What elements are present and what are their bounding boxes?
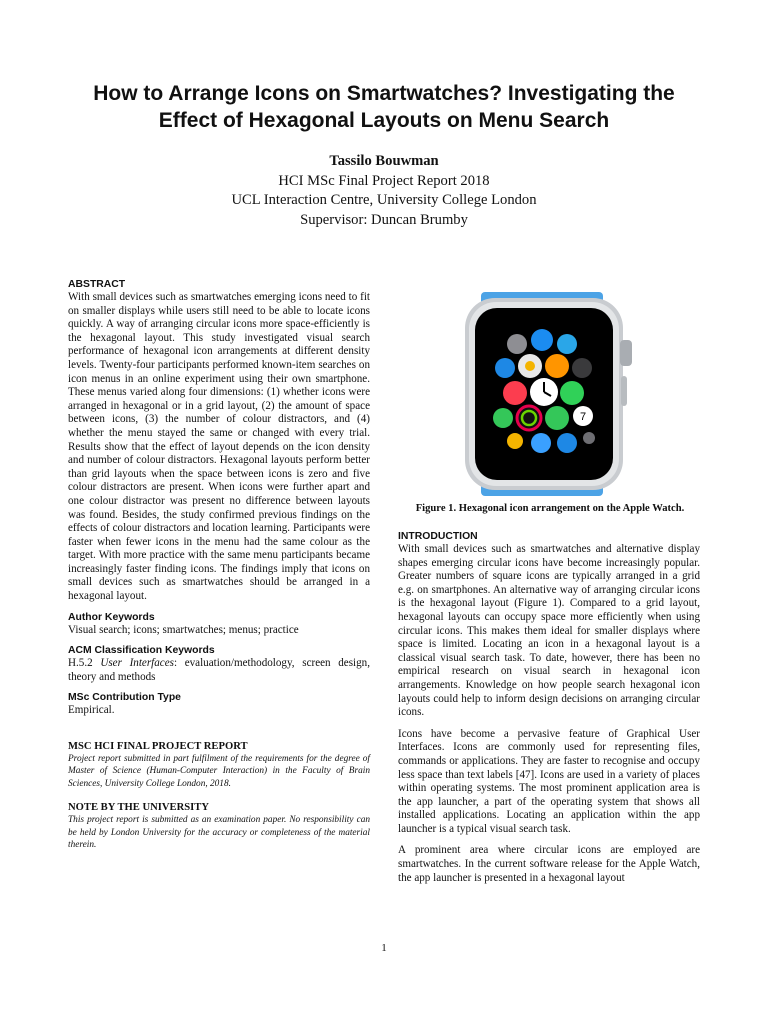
page-number: 1 [381,942,387,954]
contribution-heading: MSc Contribution Type [68,692,181,704]
affiliation-line: HCI MSc Final Project Report 2018 [278,172,490,189]
left-column [68,278,370,851]
abstract-text: With small devices such as smartwatches emerging icons need to fit on smaller displays while users still need to be able to locate icons quickly. A way of arranging circular icons more space-efficiently is the hexagonal layout. This study investigated visual search performance of hexagonal icon arrangements at different density levels. Twenty-four participants performed known-item searches on icon menus in an online experiment using their own smartphone. These menus varied along four dimensions: (1) whether icons were arranged in hexagonal or in a grid layout, (2) the amount of space between icons, (3) the number of colour distractors, and (4) whether the menu stayed the same or changed with every trial. Results show that the effect of layout depends on the icon density and number of colour distractors. Hexagonal layouts perform better than grid layouts when the space between icons is zero and five colour distractors are present. When icons were further apart and one colour distractor was present no difference between layouts was found. Besides, the study confirmed previous findings on the effects of colour distractors and location learning. Participants were faster when fewer icons in the menu had the same colour as the target. With more practice with the same menu participants became increasingly faster finding icons. The findings imply that icons on small devices such as smartwatches should be arranged in a hexagonal layout. [68,291,370,603]
title-line-1: How to Arrange Icons on Smartwatches? Investigating the [93,82,675,105]
music-icon [503,381,527,405]
shazam-icon [531,329,553,351]
skype-icon [495,358,515,378]
apple-watch-illustration [465,292,635,496]
report-note-heading: MSC HCI FINAL PROJECT REPORT [68,741,248,753]
settings-icon [507,334,527,354]
affiliation-line: UCL Interaction Centre, University College London [231,192,537,208]
acm-heading: ACM Classification Keywords [68,645,215,657]
weather-icon [557,334,577,354]
mail-icon [557,433,577,453]
introduction-heading: INTRODUCTION [398,531,478,542]
side-button [621,376,627,406]
messages-icon [493,408,513,428]
report-note-text: Project report submitted in part fulfilment of the requirements for the degree of Master of Science (Human-Computer Interaction) in the Faculty of Brain Sciences, University College London, 2018. [68,754,370,789]
apple-watch-figure [465,292,635,501]
affiliation-line: Supervisor: Duncan Brumby [300,211,468,228]
play-icon [583,432,595,444]
activity-figure-icon [560,381,584,405]
acm-text: H.5.2 User Interfaces: evaluation/methodology, screen design, theory and methods [68,657,370,683]
contribution-text: Empirical. [68,704,115,717]
phone-icon [545,406,569,430]
introduction-paragraph-1: With small devices such as smartwatches and alternative display shapes emerging circular icons have become increasingly popular. Greater numbers of square icons are typically arranged in a grid e.g. on smartphones. An alternative way of arranging circular icons is the hexagonal layout (Figure 1). Compared to a grid layout, hexagonal layouts can occupy space more efficiently when using circular icons. This makes them ideal for smaller displays where space is limited. Locating an icon in a hexagonal layout is a classical visual search task. To date, however, there has been no empirical research on visual search in hexagonal icon arrangements. Knowledge on how people search hexagonal icon layouts could help to inform design decisions on arranging circular icons. [398,543,700,719]
notes-icon [507,433,523,449]
right-column [398,530,700,885]
digital-crown [620,340,632,366]
abstract-heading: ABSTRACT [68,279,126,290]
author-block [40,152,728,230]
camera-icon [572,358,592,378]
title-line-2: Effect of Hexagonal Layouts on Menu Search [158,109,610,132]
calendar-day-label: 7 [579,411,587,423]
author-keywords-heading: Author Keywords [68,611,155,623]
stopwatch-icon [545,354,569,378]
rings-icon [517,406,541,430]
author-name: Tassilo Bouwman [329,153,439,169]
paper-title [40,80,728,134]
figure-caption: Figure 1. Hexagonal icon arrangement on the Apple Watch. [415,503,685,514]
author-keywords-text: Visual search; icons; smartwatches; menus; practice [68,623,299,636]
maps-icon [531,433,551,453]
introduction-paragraph-3: A prominent area where circular icons are employed are smartwatches. In the current software release for the Apple Watch, the app launcher is presented in a hexagonal layout [398,844,700,884]
university-note-heading: NOTE BY THE UNIVERSITY [68,802,209,814]
introduction-paragraph-2: Icons have become a pervasive feature of Graphical User Interfaces. Icons are commonly used for representing files, commands or applications. They are faster to recognise and occupy less space than text labels [47]. Icons are used in a variety of places within operating systems. The most prominent application area is the app launcher, a part of the operating system that shows all installed applications. Locating an application within the app launcher is a typical visual search task. [398,727,700,835]
university-note-text: This project report is submitted as an examination paper. No responsibility can be held by London University for the accuracy or completeness of the material therein. [68,815,370,851]
